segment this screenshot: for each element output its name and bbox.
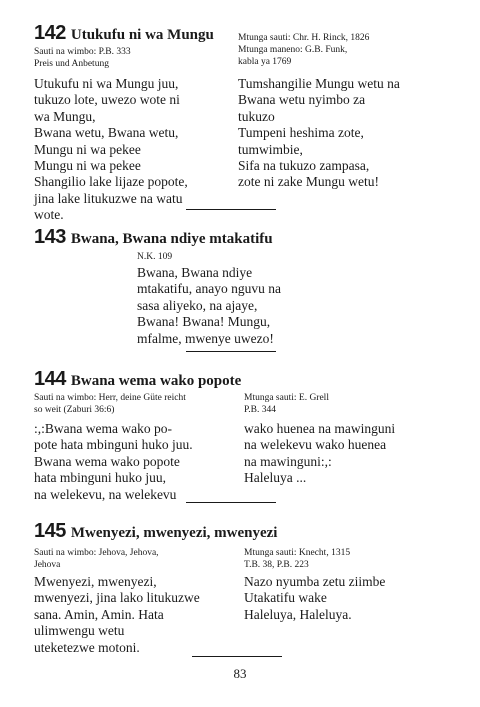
hymn-number: 143 xyxy=(34,226,66,248)
hymn-144-author-info: Mtunga sauti: E. Grell P.B. 344 xyxy=(244,393,329,415)
hymn-142-verse-right: Tumshangilie Mungu wetu na Bwana wetu nyimbo za tukuzo Tumpeni heshima zote, tumwimbie, Sifa na tukuzo zampasa, zote ni zake Mungu wetu! xyxy=(238,76,400,190)
divider-rule xyxy=(186,209,276,210)
hymn-title: Bwana, Bwana ndiye mtakatifu xyxy=(70,231,273,247)
hymn-144-verse-left: :,:Bwana wema wako po- pote hata mbinguni huko juu. Bwana wema wako popote hata mbinguni huko juu, na welekevu, na welekevu xyxy=(34,421,193,502)
hymn-number: 144 xyxy=(34,368,66,390)
hymn-144 xyxy=(34,368,454,391)
hymn-header xyxy=(34,368,454,391)
hymn-title: Utukufu ni wa Mungu xyxy=(70,27,214,43)
hymn-title: Bwana wema wako popote xyxy=(70,373,242,389)
hymn-144-verse-right: wako huenea na mawinguni na welekevu wako huenea na mawinguni:,: Haleluya ... xyxy=(244,421,396,486)
hymn-143-verse: Bwana, Bwana ndiye mtakatifu, anayo nguvu na sasa aliyeko, na ajaye, Bwana! Bwana! Mungu, mfalme, mwenye uwezo! xyxy=(137,265,281,346)
hymn-145-tune-info: Sauti na wimbo: Jehova, Jehova, Jehova xyxy=(34,548,159,570)
divider-rule xyxy=(192,656,282,657)
hymn-144-tune-info: Sauti na wimbo: Herr, deine Güte reicht so weit (Zaburi 36:6) xyxy=(34,393,186,415)
page-number: 83 xyxy=(233,666,247,681)
hymn-number: 142 xyxy=(34,22,66,44)
hymn-143 xyxy=(34,226,454,249)
hymn-145 xyxy=(34,520,454,543)
hymn-header xyxy=(34,226,454,249)
hymn-header xyxy=(34,520,454,543)
divider-rule xyxy=(186,351,276,352)
hymn-number: 145 xyxy=(34,520,66,542)
hymn-142-author-info: Mtunga sauti: Chr. H. Rinck, 1826 Mtunga maneno: G.B. Funk, kabla ya 1769 xyxy=(238,33,370,67)
divider-rule xyxy=(186,502,276,503)
hymn-143-tune-info: N.K. 109 xyxy=(137,252,173,262)
hymn-145-verse-left: Mwenyezi, mwenyezi, mwenyezi, jina lako litukuzwe sana. Amin, Amin. Hata ulimwengu wetu uteketezwe motoni. xyxy=(34,574,200,655)
hymn-142-tune-info: Sauti na wimbo: P.B. 333 Preis und Anbetung xyxy=(34,47,131,69)
hymn-145-verse-right: Nazo nyumba zetu ziimbe Utakatifu wake Haleluya, Haleluya. xyxy=(244,574,386,622)
hymn-145-author-info: Mtunga sauti: Knecht, 1315 T.B. 38, P.B. 223 xyxy=(244,548,351,570)
hymn-142-verse-left: Utukufu ni wa Mungu juu, tukuzo lote, uwezo wote ni wa Mungu, Bwana wetu, Bwana wetu, Mungu ni wa pekee Mungu ni wa pekee Shangilio lake lijaze popote, jina lake litukuzwe na watu wote. xyxy=(34,76,188,223)
hymn-title: Mwenyezi, mwenyezi, mwenyezi xyxy=(70,525,278,541)
